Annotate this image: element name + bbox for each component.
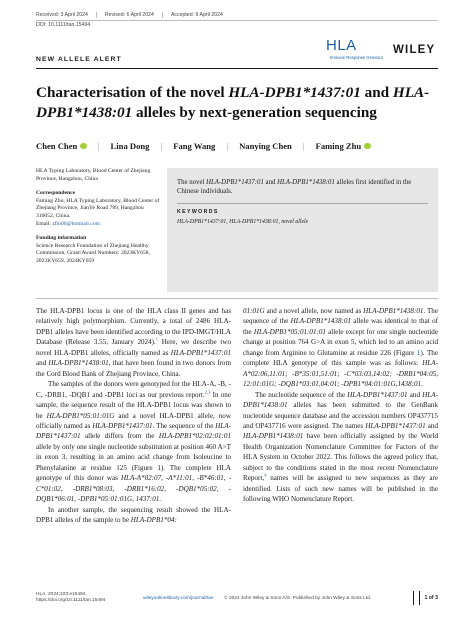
text: ). The complete HLA genotype of this sample was as follows: [243, 348, 438, 368]
correspondence-body: Faming Zhu, HLA Typing Laboratory, Blood Center of Zhejiang Province, JianYe Road 789, Hangzhou 310052, China. [36, 197, 160, 219]
text: In another sample, the sequencing result showed the HLA-DPB1 alleles of the sample to be [36, 505, 231, 525]
correspondence [36, 190, 162, 228]
allele: HLA-DPB1*05:01:01:01 [253, 327, 326, 336]
funding-body: Science Research Foundation of Zhejiang Healthy Commission, Grant/Award Numbers: 2023KY658, 2023KY659, 2024KY059 [36, 242, 150, 264]
author[interactable] [239, 141, 292, 151]
doi[interactable]: DOI: 10.1111/tan.15494 [36, 22, 91, 28]
text: and [36, 359, 49, 368]
abstract-text [177, 178, 428, 196]
figure-link[interactable]: 1 [416, 348, 421, 357]
text: . The sequence of the [152, 421, 216, 430]
journal-citation [36, 592, 106, 604]
text: and [425, 421, 438, 430]
author[interactable] [316, 141, 371, 151]
text: names will be assigned to new sequences as they are identified. Lists of such new names will be published in the following WHO Nomenclature Report. [243, 474, 438, 504]
allele: HLA-DPB1*1438:01 [48, 359, 109, 368]
text: . The sequence of the [243, 307, 438, 326]
author-name: Lina Dong [110, 141, 150, 151]
author-name: Fang Wang [173, 141, 216, 151]
wiley-logo: WILEY [393, 44, 436, 56]
page-footer [36, 591, 438, 605]
title-allele-1: HLA-DPB1*1437:01 [228, 84, 361, 101]
title-part: Characterisation of the novel [36, 84, 229, 101]
allele: HLA-DPB1*04: [130, 516, 177, 525]
text: have been officially assigned by the World Health Organization Nomenclature Committee for Factors of the HLA System in October 2022. This follows the agreed policy that, subject to the conditions stated in the most recent Nomenclature Report, [243, 432, 438, 483]
header-divider [36, 68, 438, 69]
citation-link[interactable]: 1 [155, 337, 159, 342]
journal-issue: HLA. 2024;103:e15494. [36, 592, 87, 597]
text: alleles has been submitted to the GenBank nucleotide sequence database and the accession numbers OP437715 and OP437716 were assigned. The names [243, 401, 438, 430]
title-part: alleles by next-generation sequencing [132, 104, 377, 121]
text: The HLA-DPB1 locus is one of the HLA class II genes and has relatively high polymorphism. Currently, a total of 2486 HLA-DPB1 alleles have been identified according to the IPD-IMGT/HLA Database (Release 3.55, January 2024). [36, 307, 231, 347]
allele: HLA-DPB1*1437:01 [365, 421, 426, 430]
abstract-part: alleles first identified in the Chinese individuals. [177, 179, 412, 195]
author-name: Nanying Chen [239, 141, 292, 151]
affiliation-column [36, 168, 162, 273]
body-column-left [36, 306, 231, 526]
revised-date: Revised: 6 April 2024 [105, 12, 163, 18]
paragraph [36, 505, 231, 526]
orcid-icon[interactable] [364, 143, 371, 150]
journal-doi-link[interactable]: https://doi.org/10.1111/tan.15494 [36, 598, 106, 603]
author[interactable] [111, 141, 150, 151]
text: and a novel HLA-DPB1 allele, now officially named as [36, 411, 231, 430]
text: allele differs from the [80, 432, 159, 441]
title-part: and [360, 84, 393, 101]
article-title [36, 83, 438, 123]
text: allele except for one single nucleotide change at position 764 G>A in exon 5, which led to an amino acid change from Arginine to Glutamine at residue 226 (Figure [243, 327, 438, 357]
orcid-icon[interactable] [80, 143, 87, 150]
text: Here, we describe two novel HLA-DPB1 alleles, officially named as [36, 338, 231, 357]
text: allele by only one single nucleotide substitution at position 460 A>T in exon 3, resulting in an amino acid change from Isoleucine to Phenylalanine at residue 125 (Figure 1). The complete HLA genotype of this donor was [36, 442, 231, 483]
funding [36, 235, 162, 265]
article-dates [36, 12, 438, 21]
author-separator: | [302, 141, 305, 151]
abstract-allele: HLA-DPB1*1438:01 [277, 179, 335, 186]
affiliation: HLA Typing Laboratory, Blood Center of Zhejiang Province, Hangzhou, China [36, 168, 151, 182]
email-link[interactable]: zfm00@hotmail.com [52, 220, 100, 227]
correspondence-heading: Correspondence [36, 190, 76, 197]
hla-logo-subtitle: Immune Response Genetics [330, 55, 383, 60]
author-separator: | [160, 141, 163, 151]
text: The nucleotide sequence of the [255, 390, 348, 399]
genotype: HLA-A*02:07, -A*11:01, -B*46:01, -C*01:02, -DRB1*08:03, -DRB1*16:02, -DQB1*05:02, -DQB1*06:01, -DPB1*05:01:01G, 1437:01. [36, 474, 231, 504]
author[interactable] [36, 141, 87, 151]
hla-logo-mark: HLA [326, 37, 357, 54]
abstract-part: and [263, 179, 278, 186]
text: and [407, 390, 423, 399]
genotype: HLA-A*02:06,11:01; -B*35:01,51:01; -C*03:03,14:02; -DRB1*04:05, 12:01:01G; -DQB1*03:01,04:01; -DPB1*04:01:01G,1438:01. [243, 359, 438, 389]
allele: HLA-DPB1*1438:01 [243, 390, 438, 410]
allele: HLA-DPB1*1437:01 [36, 421, 231, 441]
abstract-divider [177, 203, 428, 204]
allele: HLA-DPB1*1438:01 [363, 307, 424, 315]
abstract-part: The novel [177, 179, 207, 186]
paragraph [36, 379, 231, 504]
accepted-date: Accepted: 9 April 2024 [170, 12, 223, 18]
text: allele was identical to that of the [243, 317, 438, 336]
journal-url-link[interactable]: wileyonlinelibrary.com/journal/tan [143, 595, 214, 601]
copyright: © 2024 John Wiley & Sons A/S. Published by John Wiley & Sons Ltd. [224, 595, 372, 601]
allele: 01:01G [243, 307, 265, 315]
author-name: Chen Chen [36, 141, 78, 151]
funding-heading: Funding information [36, 235, 87, 242]
citation-link[interactable]: 2,3 [204, 389, 211, 395]
allele: HLA-DPB1*1438:01 [243, 432, 304, 441]
footer-bar [413, 591, 414, 605]
paragraph [36, 306, 231, 379]
allele: HLA-DPB1*02:02:01:01 [158, 432, 231, 441]
author-separator: | [97, 141, 100, 151]
author[interactable] [173, 141, 215, 151]
allele: HLA-DPB1*1438:01 [290, 317, 351, 326]
allele: HLA-DPB1*05:01:01G [46, 411, 115, 420]
paragraph [243, 306, 438, 390]
citation-link[interactable]: 4 [264, 472, 267, 478]
body-column-right [243, 306, 438, 505]
text: and a novel allele, now named as [264, 307, 364, 315]
email-line [36, 221, 162, 229]
text: The samples of the donors were genotyped for the HLA-A, -B, -C, -DRB1, -DQB1 and -DPB1 loci as our previous report. [36, 380, 231, 399]
email-label: Email: [36, 220, 53, 227]
title-allele-2: HLA-DPB1*1438:01 [36, 84, 430, 121]
abstract-box [167, 168, 438, 292]
page-number: 1 of 3 [424, 595, 438, 601]
keywords: HLA-DPB1*1437:01, HLA-DPB1*1438:01, novel allele [177, 219, 309, 225]
abstract-allele: HLA-DPB1*1437:01 [206, 179, 264, 186]
article-type: NEW ALLELE ALERT [36, 56, 122, 63]
author-list [36, 141, 438, 151]
text: In one sample, the sequence result of the HLA-DPB1 locus was shown to be [36, 390, 231, 420]
allele: HLA-DPB1*1437:01 [347, 390, 408, 399]
hla-journal-logo [326, 38, 386, 64]
paragraph [243, 390, 438, 505]
allele: HLA-DPB1*1437:01 [92, 421, 153, 430]
footer-bar [419, 591, 420, 605]
keywords-heading: KEYWORDS [177, 209, 219, 215]
body-divider [36, 298, 438, 299]
allele: HLA-DPB1*1437:01 [170, 348, 231, 357]
received-date: Received: 3 April 2024 [36, 12, 97, 18]
author-name: Faming Zhu [315, 141, 362, 151]
text: , that have been found in two donors from the Cord Blood Bank of Zhejiang Province, China. [36, 359, 231, 378]
footer-middle [106, 596, 408, 601]
author-separator: | [226, 141, 229, 151]
